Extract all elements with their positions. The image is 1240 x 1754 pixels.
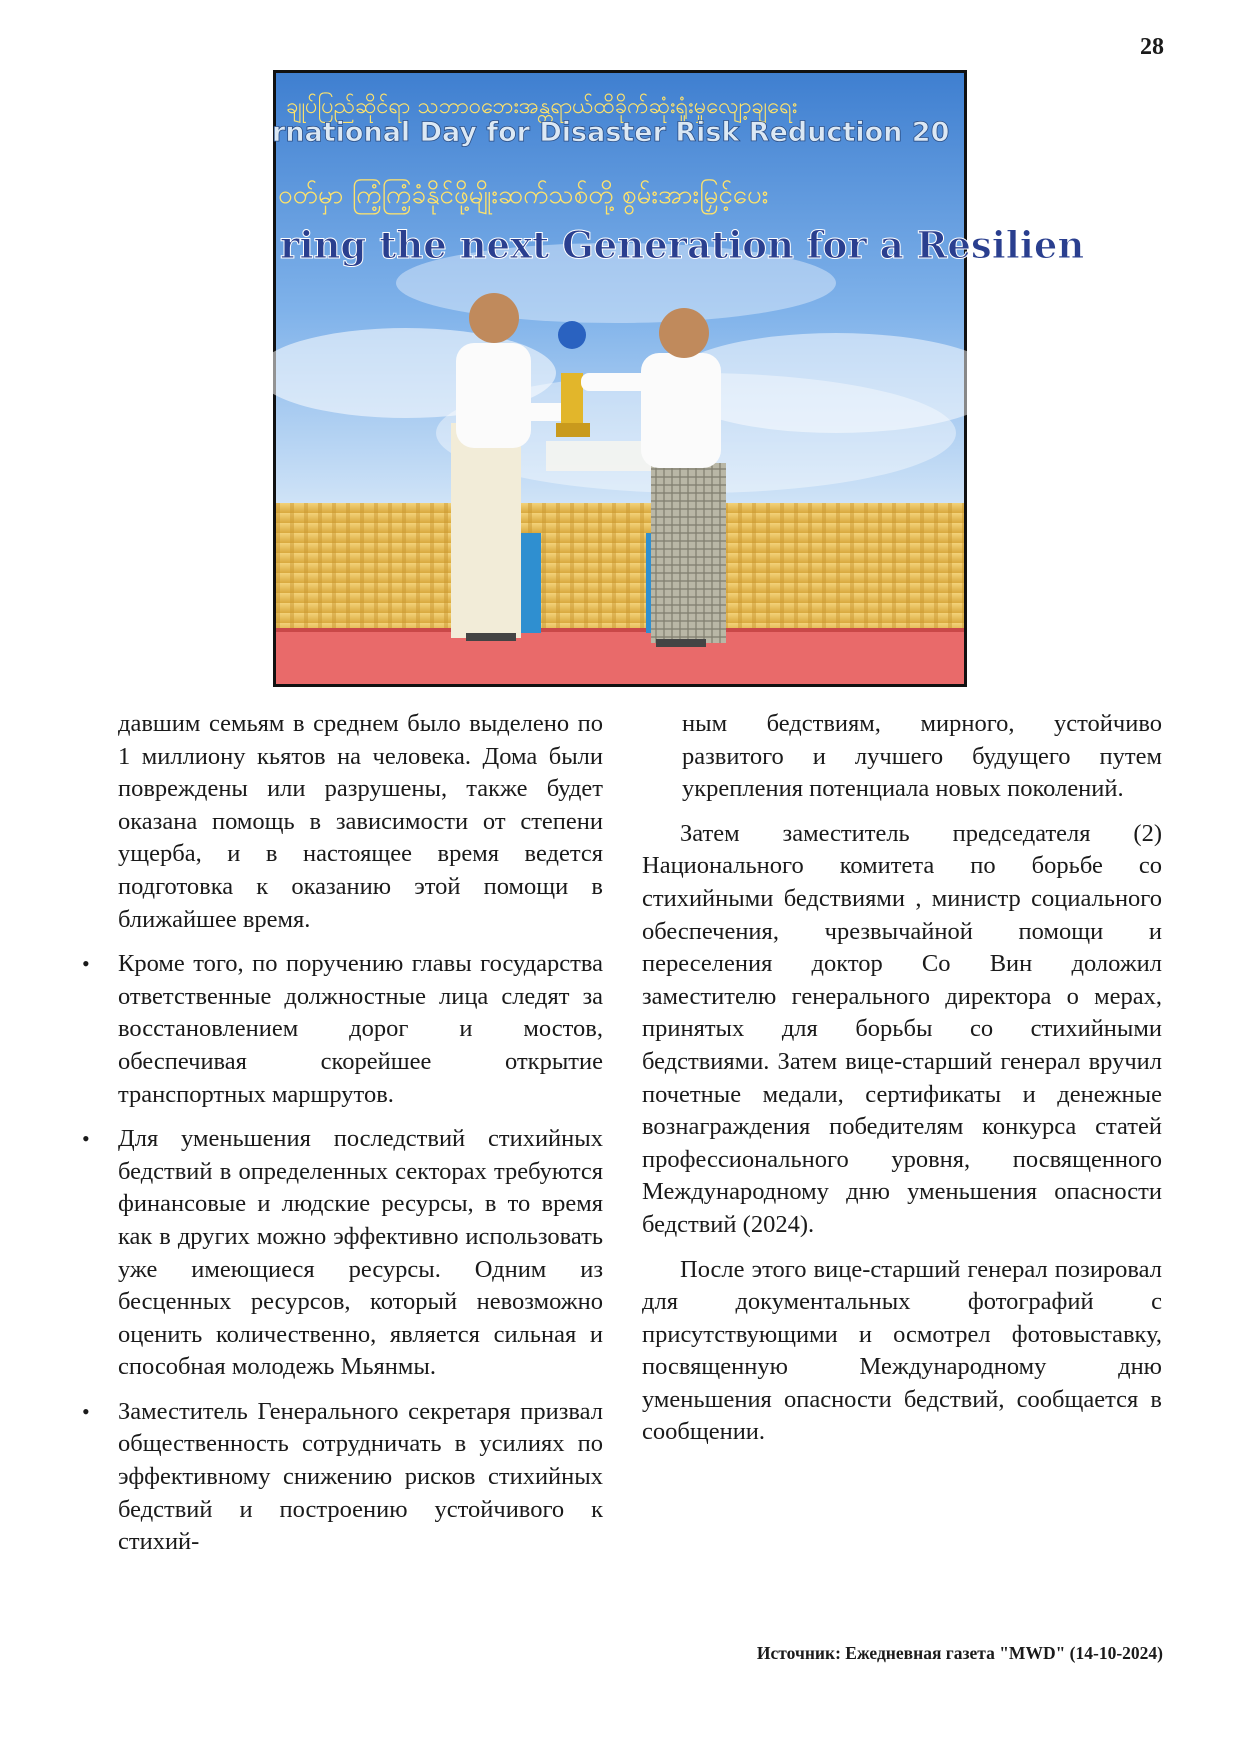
body-paragraph: Затем заместитель председателя (2) Национального комитета по борьбе со стихийными бедствиями , министр социального обеспечения, чрезвычайной помощи и переселения доктор Со Вин доложил заместителю генерального директора о мерах, принятых для борьбы со стихийными бедствиями. Затем вице-старший генерал вручил почетные медали, сертификаты и денежные вознаграждения победителям конкурса статей профессионального уровня, посвященного Международному дню уменьшения опасности бедствий (2024). [642,819,1162,1238]
bullet-list [82,948,603,1559]
banner-line-1: ချုပ်ပြည်ဆိုင်ရာ သဘာဝဘေးအန္တရာယ်ထိခိုက်ဆုံးရှုံးမှုလျော့ချရေး [286,94,798,119]
source-citation: Источник: Ежедневная газета "MWD" (14-10-2024) [756,1643,1163,1663]
bullet-icon: • [82,1126,90,1152]
award-ceremony-photo [272,70,1085,687]
lead-paragraph: давшим семьям в среднем было выделено по 1 миллиону кьятов на человека. Дома были повреждены или разрушены, также будет оказана помощь в зависимости от степени ущерба, и в настоящее время ведется подготовка к оказанию этой помощи в ближайшее время. [118,710,603,933]
bullet-icon: • [82,1398,90,1424]
stage-curtain [276,503,964,628]
list-item [82,948,603,1111]
bullet-text: Заместитель Генерального секретаря призвал общественность сотрудничать в усилиях по эффективному снижению рисков стихийных бедствий и построению устойчивого к стихий- [118,1397,603,1556]
list-item [82,1396,603,1559]
stage-floor [276,628,964,684]
continuation-paragraph: ным бедствиям, мирного, устойчиво развитого и лучшего будущего путем укрепления потенциала новых поколений. [682,710,1162,803]
right-column [642,708,1162,1461]
left-column [82,708,603,1571]
banner-line-2: rnational Day for Disaster Risk Reduction 20 [272,117,950,148]
bullet-text: Для уменьшения последствий стихийных бедствий в определенных секторах требуются финансовые и людские ресурсы, в то время как в других можно эффективно использовать уже имеющиеся ресурсы. Одним из бесценных ресурсов, который невозможно оценить количественно, является сильная и способная молодежь Мьянмы. [118,1125,603,1381]
body-paragraph: После этого вице-старший генерал позировал для документальных фотографий с присутствующими и осмотрел фотовыставку, посвященную Международному дню уменьшения опасности бедствий, сообщается в сообщении. [642,1255,1162,1446]
banner-line-4: ring the next Generation for a Resilien [280,223,1085,267]
list-item [82,1123,603,1384]
banner-line-3: ဝတ်မှာ ကြံ့ကြံ့ခံနိုင်ဖို့မျိုးဆက်သစ်တို့ စွမ်းအားမြှင့်ပေး [278,180,769,210]
bullet-icon: • [82,951,90,977]
page-number: 28 [1140,34,1164,60]
bullet-text: Кроме того, по поручению главы государства ответственные должностные лица следят за восстановлением дорог и мостов, обеспечивая скорейшее открытие транспортных маршрутов. [118,950,603,1108]
